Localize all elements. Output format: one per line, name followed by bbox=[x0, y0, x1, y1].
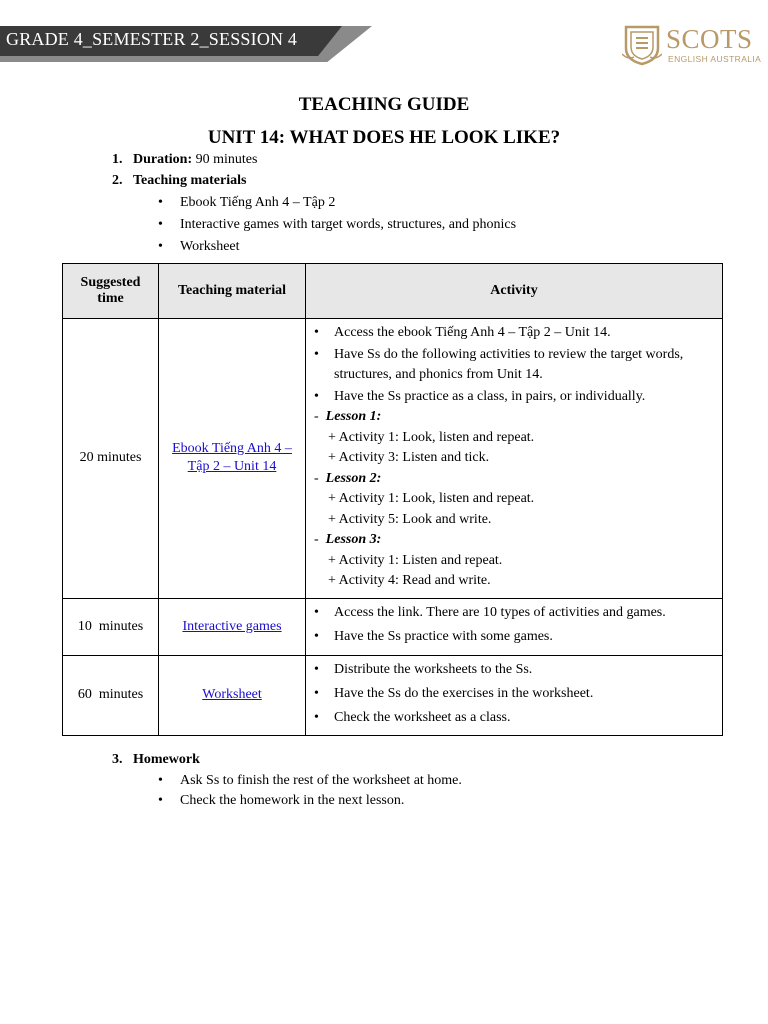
activity-bullet: • Have Ss do the following activities to review the target words, structures, and phonics from Unit 14. bbox=[312, 345, 716, 385]
materials-num: 2. bbox=[112, 173, 123, 188]
table-row bbox=[63, 319, 723, 599]
lesson-activity: + Activity 1: Look, listen and repeat. bbox=[328, 491, 535, 506]
crest-icon bbox=[622, 24, 662, 66]
material-item: • Interactive games with target words, structures, and phonics bbox=[158, 217, 517, 232]
ebook-link-line2: Tập 2 – Unit 14 bbox=[187, 459, 277, 475]
duration-item bbox=[112, 152, 257, 168]
lesson-title: - Lesson 2: bbox=[314, 470, 382, 486]
lesson-title-text: Lesson 2: bbox=[325, 470, 382, 486]
table-row bbox=[63, 655, 723, 735]
activity-bullet: • Have the Ss practice with some games. bbox=[312, 627, 716, 647]
activity-bullet: • Have the Ss do the exercises in the worksheet. bbox=[312, 684, 716, 704]
material-cell bbox=[159, 598, 306, 655]
ebook-link-line1: Ebook Tiếng Anh 4 – bbox=[172, 441, 292, 457]
unit-title: UNIT 14: WHAT DOES HE LOOK LIKE? bbox=[207, 127, 561, 148]
interactive-games-link[interactable]: Interactive games bbox=[182, 618, 282, 634]
material-item: • Ebook Tiếng Anh 4 – Tập 2 bbox=[158, 195, 336, 210]
activity-cell bbox=[306, 655, 723, 735]
material-item-text: Ebook Tiếng Anh 4 – Tập 2 bbox=[180, 195, 336, 210]
material-cell bbox=[159, 319, 306, 599]
activity-bullet: • Have the Ss practice as a class, in pairs, or individually. bbox=[312, 387, 716, 407]
header-activity: Activity bbox=[306, 264, 723, 319]
time-cell: 20 minutes bbox=[63, 319, 159, 599]
homework-num: 3. bbox=[112, 752, 123, 767]
page-title: TEACHING GUIDE bbox=[298, 94, 470, 115]
session-label: GRADE 4_SEMESTER 2_SESSION 4 bbox=[6, 29, 298, 49]
homework-label: Homework bbox=[133, 752, 200, 767]
table-header-row bbox=[63, 264, 723, 319]
homework-item-text: Ask Ss to finish the rest of the worksheet at home. bbox=[180, 773, 462, 788]
lesson-title-text: Lesson 1: bbox=[325, 409, 382, 424]
duration-label: Duration: bbox=[133, 152, 193, 167]
logo-name: SCOTS bbox=[666, 24, 753, 54]
homework-heading bbox=[112, 752, 200, 768]
lesson-title-text: Lesson 3: bbox=[325, 532, 382, 547]
materials-heading bbox=[112, 173, 246, 189]
header-time-line1: Suggested bbox=[80, 275, 141, 290]
activity-bullet: • Access the link. There are 10 types of activities and games. bbox=[312, 603, 716, 623]
homework-item: • Check the homework in the next lesson. bbox=[158, 793, 405, 808]
lesson-activity: + Activity 1: Listen and repeat. bbox=[328, 552, 503, 568]
material-cell bbox=[159, 655, 306, 735]
worksheet-link[interactable]: Worksheet bbox=[202, 687, 262, 702]
lesson-activity: + Activity 3: Listen and tick. bbox=[328, 450, 490, 465]
duration-value: 90 minutes bbox=[195, 152, 258, 167]
lesson-plan-table bbox=[62, 263, 723, 736]
header-material: Teaching material bbox=[159, 264, 306, 319]
header-time bbox=[63, 264, 159, 319]
activity-bullet: • Distribute the worksheets to the Ss. bbox=[312, 660, 716, 680]
activity-cell bbox=[306, 598, 723, 655]
activity-bullet: • Access the ebook Tiếng Anh 4 – Tập 2 – Unit 14. bbox=[312, 323, 716, 343]
logo-subtitle: ENGLISH AUSTRALIA bbox=[668, 54, 762, 64]
material-item-text: Interactive games with target words, structures, and phonics bbox=[180, 217, 517, 232]
ebook-link[interactable] bbox=[172, 441, 292, 474]
lesson-activity: + Activity 4: Read and write. bbox=[328, 573, 491, 588]
duration-num: 1. bbox=[112, 152, 123, 167]
homework-item-text: Check the homework in the next lesson. bbox=[180, 793, 405, 808]
activity-cell bbox=[306, 319, 723, 599]
activity-bullet: • Check the worksheet as a class. bbox=[312, 708, 716, 728]
lesson-activity: + Activity 1: Look, listen and repeat. bbox=[328, 429, 535, 445]
table-row bbox=[63, 598, 723, 655]
material-item: • Worksheet bbox=[158, 239, 240, 254]
lesson-title: - Lesson 3: bbox=[314, 532, 382, 547]
scots-logo bbox=[622, 22, 762, 68]
lesson-title: - Lesson 1: bbox=[314, 409, 382, 424]
lesson-activity: + Activity 5: Look and write. bbox=[328, 511, 492, 527]
header-time-line2: time bbox=[97, 291, 124, 306]
materials-label: Teaching materials bbox=[133, 173, 247, 188]
time-cell: 60 minutes bbox=[63, 655, 159, 735]
material-item-text: Worksheet bbox=[180, 239, 240, 254]
time-cell: 10 minutes bbox=[63, 598, 159, 655]
homework-item: • Ask Ss to finish the rest of the worksheet at home. bbox=[158, 773, 462, 788]
